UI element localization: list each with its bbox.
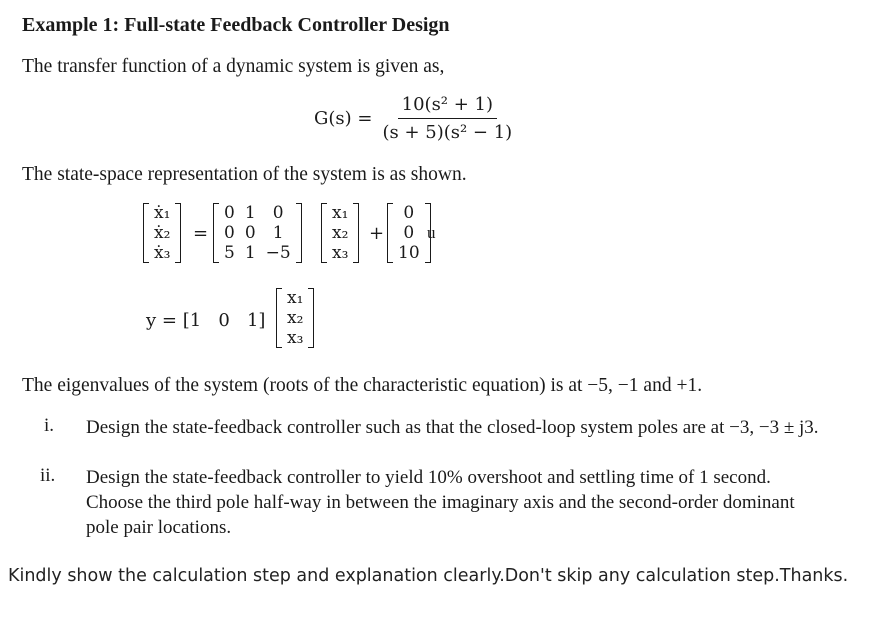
- state-derivative-vector: [143, 203, 181, 263]
- output-state-vector: [276, 288, 314, 348]
- output-state-1: x₁: [287, 288, 304, 308]
- input-u: u: [427, 223, 436, 242]
- output-state-2: x₂: [287, 308, 304, 328]
- state-vector: [321, 203, 359, 263]
- state-derivative-3: ẋ₃: [154, 243, 171, 263]
- output-lhs: y = [1 0 1]: [146, 310, 266, 331]
- transfer-function: [314, 94, 516, 143]
- intro-text: The transfer function of a dynamic system is given as,: [22, 56, 445, 77]
- a-matrix-cell: 1: [244, 243, 256, 263]
- a-matrix-cell: 0: [224, 223, 235, 243]
- state-2: x₂: [332, 223, 349, 243]
- state-3: x₃: [332, 243, 349, 263]
- state-space-intro: The state-space representation of the system is as shown.: [22, 164, 467, 185]
- eigenvalues-text: The eigenvalues of the system (roots of the characteristic equation) is at −5, −1 and +1.: [22, 375, 703, 396]
- a-matrix-cell: 5: [224, 243, 235, 263]
- b-matrix-cell: 0: [403, 203, 415, 223]
- a-matrix: [213, 203, 302, 263]
- state-1: x₁: [332, 203, 349, 223]
- item-number: i.: [44, 415, 55, 436]
- item-text: Design the state-feedback controller such as that the closed-loop system poles are at −3, −3 ± j3.: [86, 417, 819, 438]
- b-matrix-cell: 0: [403, 223, 415, 243]
- transfer-function-denominator: (s + 5)(s² − 1): [382, 122, 513, 143]
- item-text: Design the state-feedback controller to yield 10% overshoot and settling time of 1 second. Choose the third pole half-way in between the imaginary axis and the second-order dominant pole pair locations.: [86, 467, 795, 538]
- transfer-function-numerator: 10(s² + 1): [398, 94, 497, 119]
- a-matrix-cell: −5: [265, 243, 291, 263]
- equals-sign: =: [193, 223, 209, 244]
- state-derivative-1: ẋ₁: [154, 203, 171, 223]
- a-matrix-cell: 1: [272, 223, 284, 243]
- a-matrix-cell: 1: [244, 203, 256, 223]
- b-matrix-cell: 10: [398, 243, 420, 263]
- transfer-function-fraction: [378, 94, 516, 143]
- state-derivative-2: ẋ₂: [154, 223, 171, 243]
- item-number: ii.: [40, 465, 56, 486]
- output-state-3: x₃: [287, 328, 304, 348]
- output-equation: [146, 288, 366, 354]
- a-matrix-cell: 0: [224, 203, 235, 223]
- footer-request: Kindly show the calculation step and explanation clearly.Don't skip any calculation step.Thanks.: [8, 566, 849, 586]
- example-title: Example 1: Full-state Feedback Controller Design: [22, 14, 450, 36]
- a-matrix-cell: 0: [272, 203, 284, 223]
- state-equation: [143, 203, 463, 269]
- b-matrix: [387, 203, 431, 263]
- transfer-function-lhs: G(s) =: [314, 108, 373, 129]
- a-matrix-cell: 0: [244, 223, 256, 243]
- plus-sign: +: [369, 223, 385, 244]
